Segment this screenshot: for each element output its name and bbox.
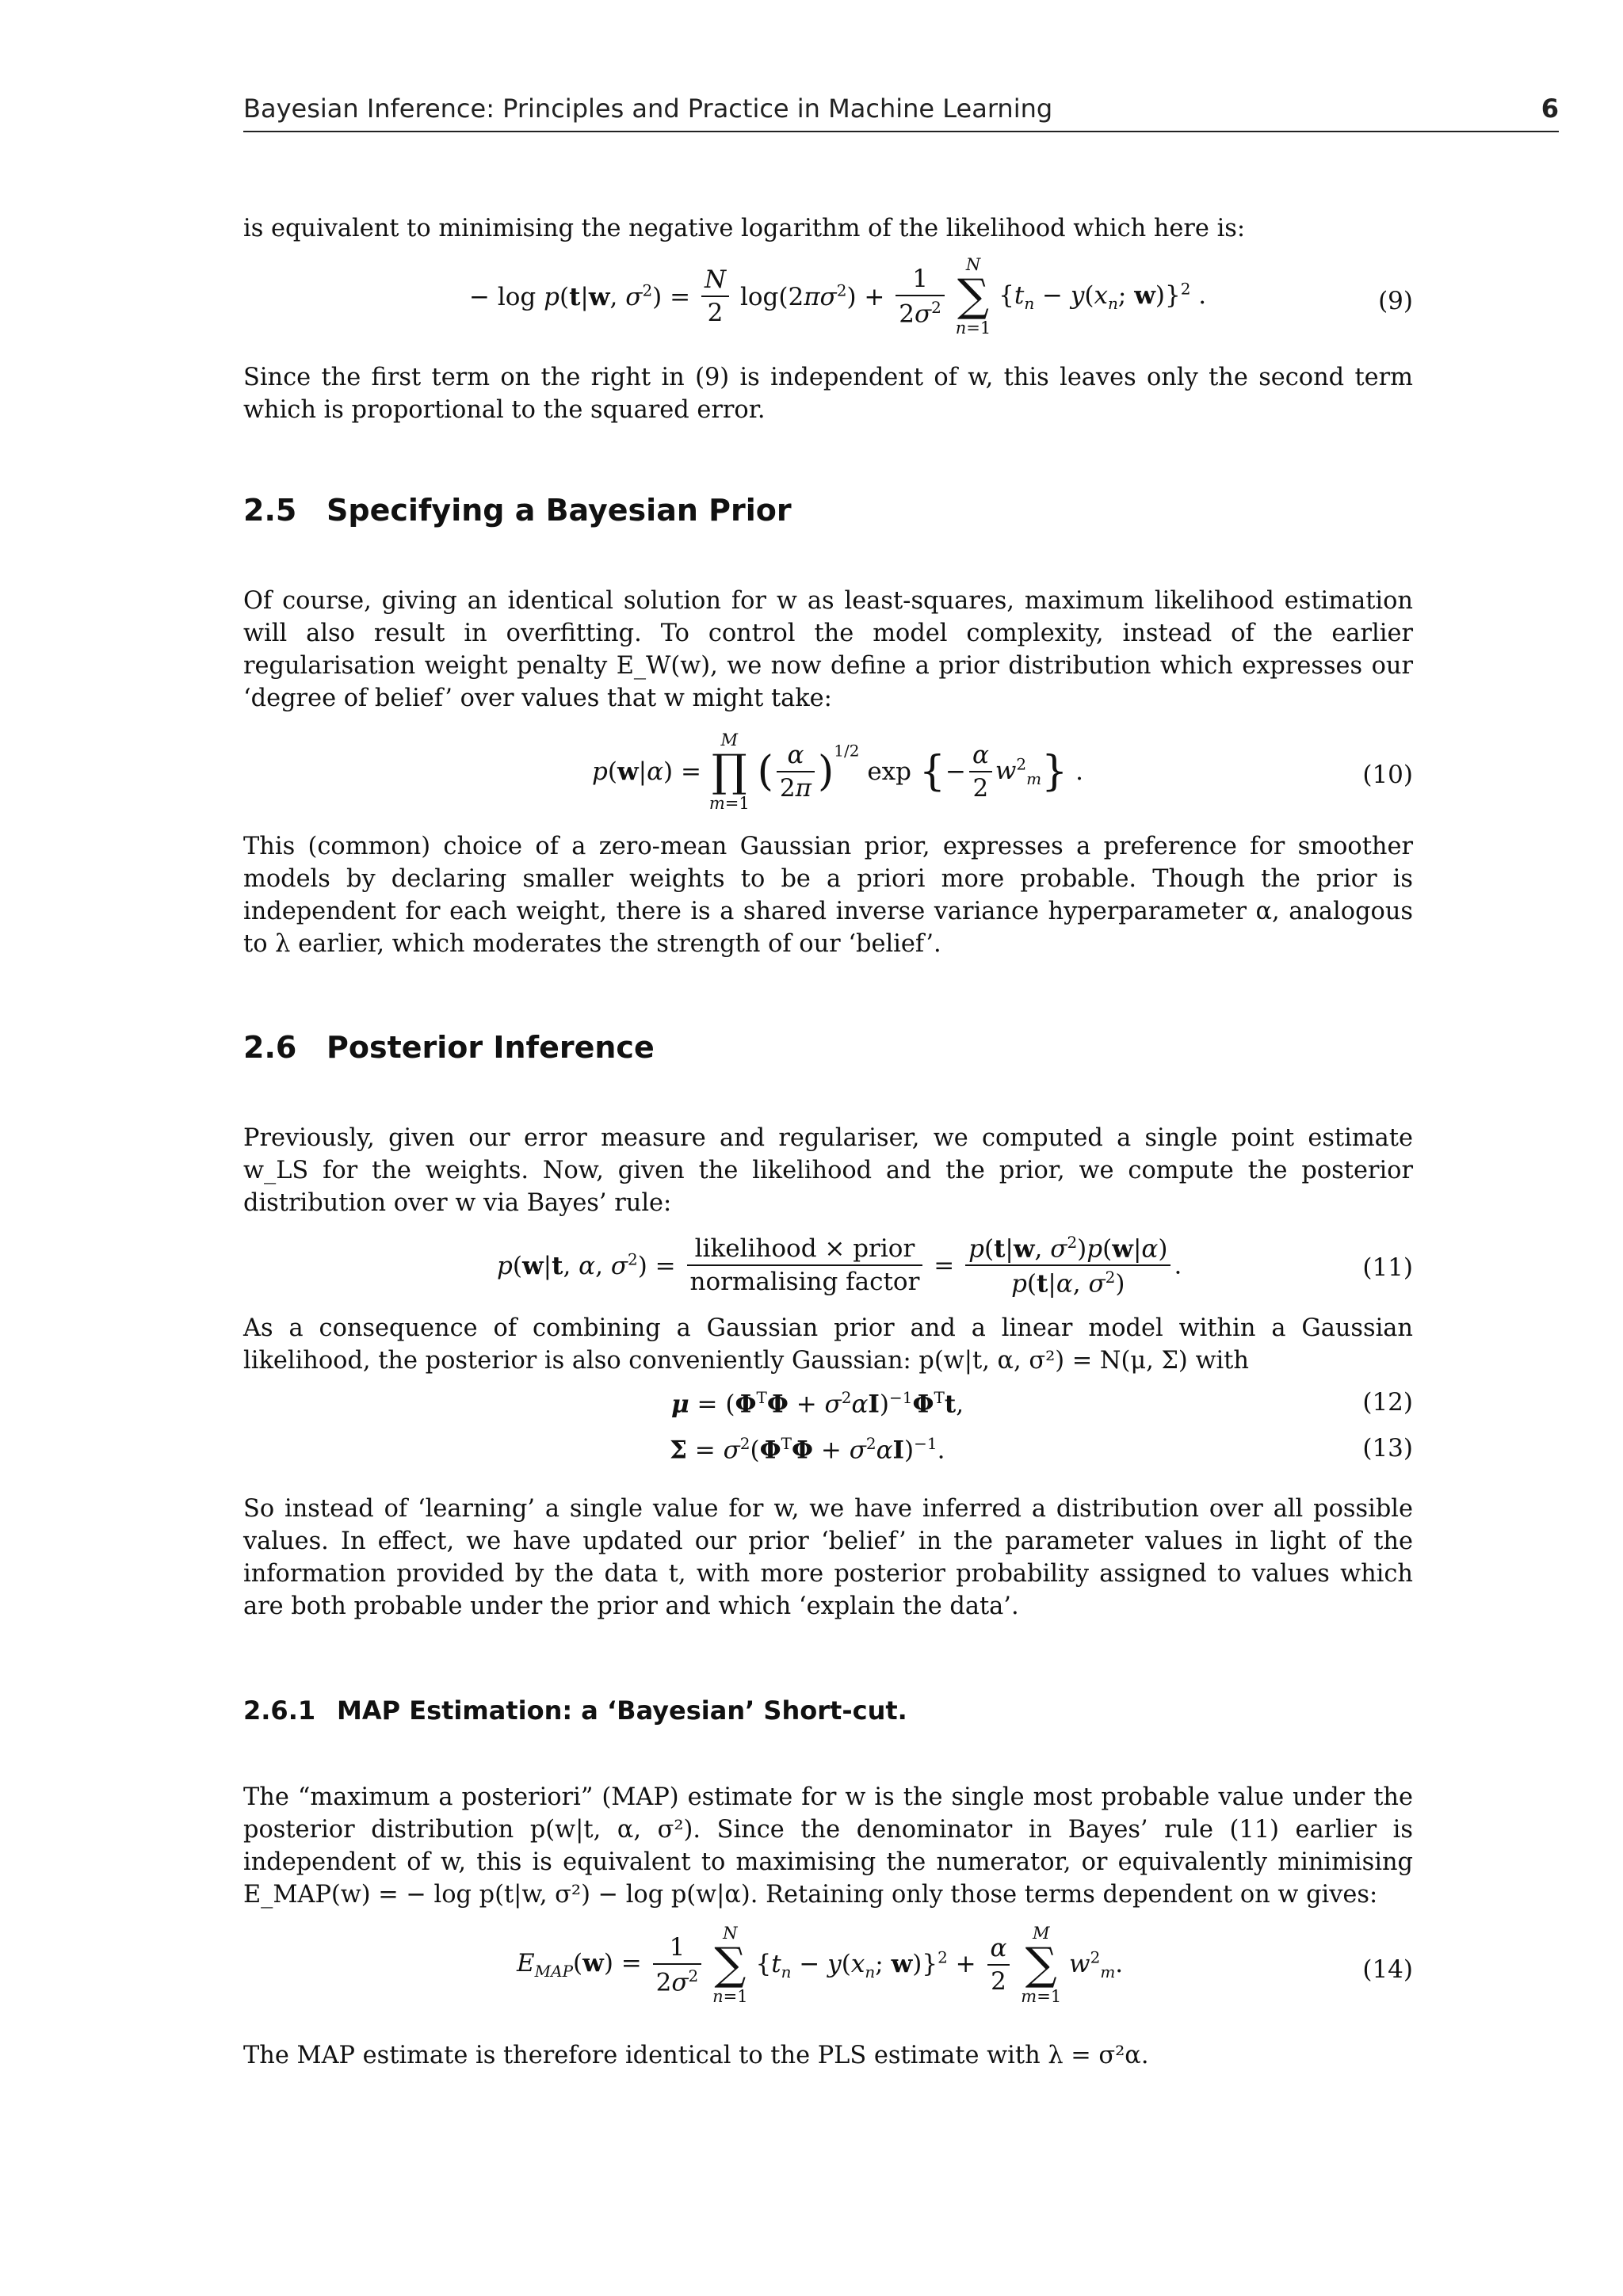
- section-number: 2.6: [243, 1030, 297, 1065]
- paragraph-first-term: Since the first term on the right in (9) is independent of w, this leaves only the second term which is proportional to the squared error.: [243, 364, 1413, 424]
- running-title: Bayesian Inference: Principles and Practice in Machine Learning: [243, 93, 1053, 124]
- section-number: 2.5: [243, 493, 297, 528]
- paragraph-gaussian-prior: This (common) choice of a zero-mean Gaussian prior, expresses a preference for smoother models by declaring smaller weights to be a priori more probable. Though the prior is independent for each weight, there is a shared inverse variance hyperparameter α, analogous to λ earlier, which moderates the strength of our ‘belief’.: [243, 833, 1413, 958]
- paragraph-learning-distribution: So instead of ‘learning’ a single value for w, we have inferred a distribution over all possible values. In effect, we have updated our prior ‘belief’ in the parameter values in light of the information provided by the data t, with more posterior probability assigned to values which are both probable under the prior and which ‘explain the data’.: [243, 1495, 1413, 1620]
- running-header: [243, 93, 1559, 124]
- equation-10-number: (10): [1362, 761, 1413, 789]
- equation-12: [243, 1388, 1413, 1428]
- equation-10-body: p(w|α) = M ∏ m=1 ( $\frac{\alpha}{2\pi}$ )$^{1/2}$ exp {− $\frac{\alpha}{2}$ $w^2_m$} .: [592, 730, 1083, 813]
- equation-14-body: $E_{MAP}(w)$ = $\frac{1}{2\sigma^2}$ N ∑ n=1 {$t_n - y(x_n$; w)}$^2$ + $\frac{\alpha}{2}$ M ∑ m=1 $w^2_m$.: [517, 1924, 1124, 2006]
- equation-12-number: (12): [1362, 1388, 1413, 1417]
- page-number: 6: [1541, 93, 1559, 124]
- section-title: Specifying a Bayesian Prior: [327, 493, 792, 528]
- equation-11-denominator: normalising factor: [689, 1268, 920, 1297]
- paragraph-map-pls: The MAP estimate is therefore identical to the PLS estimate with λ = σ²α.: [243, 2042, 1149, 2069]
- paragraph-gaussian-posterior: As a consequence of combining a Gaussian prior and a linear model within a Gaussian likelihood, the posterior is also conveniently Gaussian: p(w|t, α, σ²) = N(μ, Σ) with: [243, 1314, 1413, 1375]
- subsection-number: 2.6.1: [243, 1695, 316, 1726]
- equation-9: [243, 255, 1413, 350]
- subsection-heading-2-6-1: [243, 1695, 907, 1726]
- equation-12-body: $\mu = (\Phi^T\Phi + \sigma^2\alpha I)^{-1}\Phi^Tt$,: [671, 1388, 964, 1419]
- paragraph-prior-intro: Of course, giving an identical solution for w as least-squares, maximum likelihood estimation will also result in overfitting. To control the model complexity, instead of the earlier regularisation weight penalty E_W(w), we now define a prior distribution which expresses our ‘degree of belief’ over values that w might take:: [243, 587, 1413, 712]
- equation-13-body: $\Sigma = \sigma^2(\Phi^T\Phi + \sigma^2\alpha I)^{-1}$.: [670, 1434, 945, 1465]
- equation-11-number: (11): [1362, 1253, 1413, 1282]
- paragraph-map-estimate: The “maximum a posteriori” (MAP) estimate for w is the single most probable value under the posterior distribution p(w|t, α, σ²). Since the denominator in Bayes’ rule (11) earlier is independent of w, this is equivalent to maximising the numerator, or equivalently minimising E_MAP(w) = − log p(t|w, σ²) − log p(w|α). Retaining only those terms dependent on w gives:: [243, 1783, 1413, 1909]
- equation-10: [243, 730, 1413, 826]
- equation-14-number: (14): [1362, 1955, 1413, 1984]
- section-title: Posterior Inference: [327, 1030, 655, 1065]
- paragraph-intro: is equivalent to minimising the negative logarithm of the likelihood which here is:: [243, 215, 1246, 242]
- paragraph-posterior-intro: Previously, given our error measure and regulariser, we computed a single point estimate w_LS for the weights. Now, given the likelihood and the prior, we compute the posterior distribution over w via Bayes’ rule:: [243, 1124, 1413, 1217]
- equation-9-number: (9): [1378, 287, 1413, 315]
- equation-13-number: (13): [1362, 1434, 1413, 1463]
- header-rule: [243, 131, 1559, 132]
- subsection-title: MAP Estimation: a ‘Bayesian’ Short-cut.: [337, 1695, 907, 1726]
- equation-11-numerator: likelihood × prior: [687, 1234, 923, 1266]
- equation-13: [243, 1434, 1413, 1474]
- section-heading-2-6: [243, 1030, 655, 1065]
- equation-9-body: − log p(t|w, $\sigma^2$) = $\frac{N}{2}$ $\log(2\pi\sigma^2)$ + $\frac{1}{2\sigma^2}$ N ∑ n=1 {$t_n - y(x_n$; w)}$^2$ .: [469, 255, 1207, 338]
- section-heading-2-5: [243, 493, 792, 528]
- equation-14: [243, 1924, 1413, 2019]
- equation-11-body: p(w|t, α, $\sigma^2$) = $\frac{\text{likelihood × prior}}{\text{normalising factor}}$ = $\frac{p(t|w, \sigma^2)p(w|\alpha)}{p(t|\alpha, \sigma^2)}$ .: [497, 1233, 1182, 1299]
